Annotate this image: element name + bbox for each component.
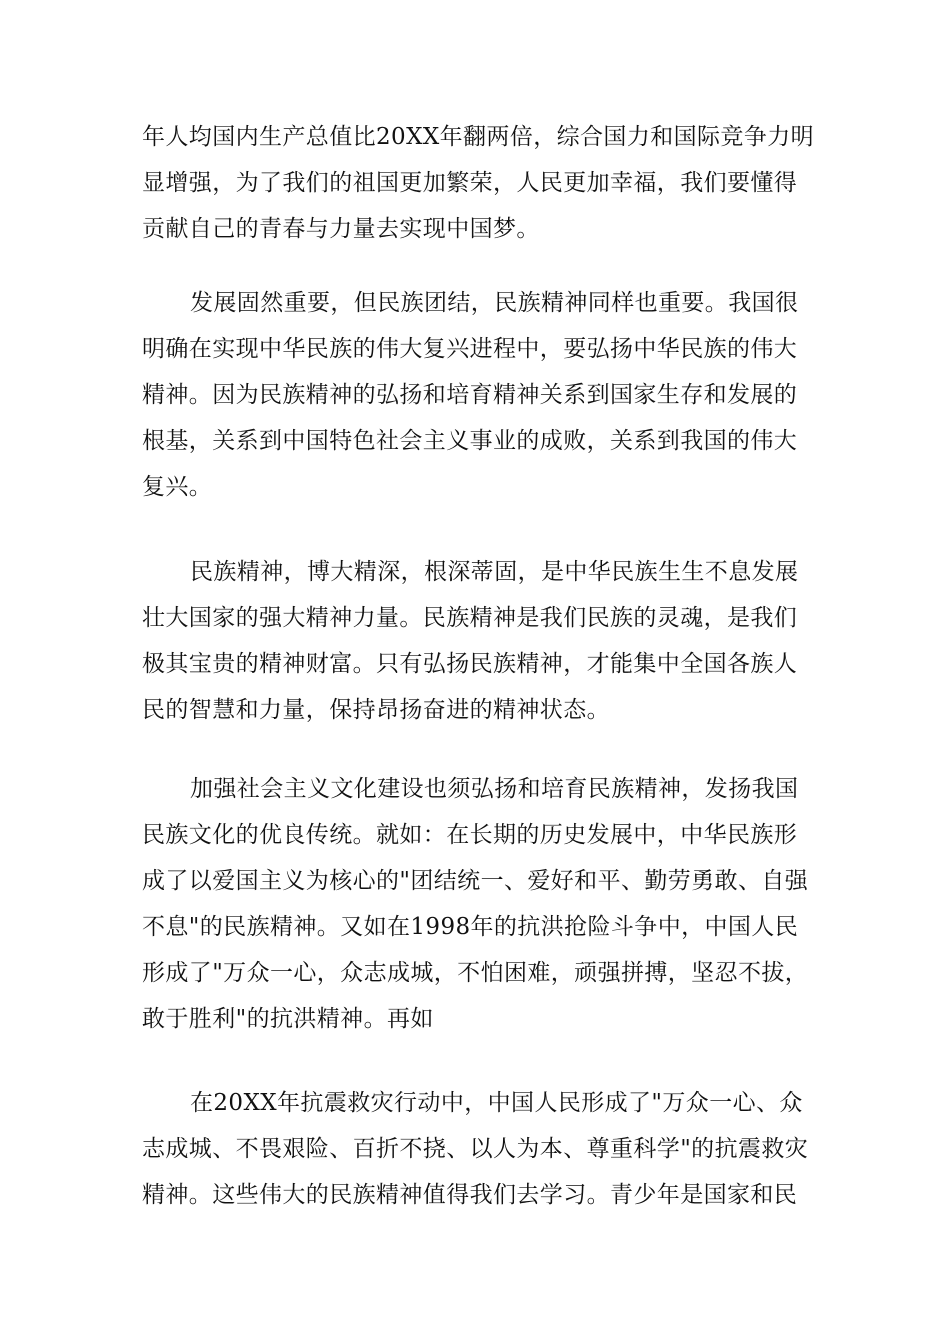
text-line: 复兴。 xyxy=(142,474,213,500)
text-line: 精神。因为民族精神的弘扬和培育精神关系到国家生存和发展的 xyxy=(142,382,798,408)
paragraph-1 xyxy=(142,114,815,252)
paragraph-3 xyxy=(142,549,812,733)
text-line: 贡献自己的青春与力量去实现中国梦。 xyxy=(142,216,540,242)
text-line: 敢于胜利"的抗洪精神。再如 xyxy=(142,1006,434,1032)
text-line: 极其宝贵的精神财富。只有弘扬民族精神，才能集中全国各族人 xyxy=(142,651,798,677)
text-line: 在20XX年抗震救灾行动中，中国人民形成了"万众一心、众 xyxy=(190,1090,803,1116)
text-line: 年人均国内生产总值比20XX年翻两倍，综合国力和国际竞争力明 xyxy=(142,124,815,150)
text-line: 志成城、不畏艰险、百折不挠、以人为本、尊重科学"的抗震救灾 xyxy=(142,1136,809,1162)
text-line: 不息"的民族精神。又如在1998年的抗洪抢险斗争中，中国人民 xyxy=(142,914,799,940)
text-line: 加强社会主义文化建设也须弘扬和培育民族精神，发扬我国 xyxy=(190,776,799,802)
paragraph-4 xyxy=(142,766,812,1042)
text-line: 形成了"万众一心，众志成城，不怕困难，顽强拼搏，坚忍不拔， xyxy=(142,960,809,986)
text-line: 民族文化的优良传统。就如：在长期的历史发展中，中华民族形 xyxy=(142,822,798,848)
paragraph-5 xyxy=(142,1080,812,1218)
text-line: 壮大国家的强大精神力量。民族精神是我们民族的灵魂，是我们 xyxy=(142,605,798,631)
text-line: 成了以爱国主义为核心的"团结统一、爱好和平、勤劳勇敢、自强 xyxy=(142,868,809,894)
paragraph-2 xyxy=(142,280,812,510)
text-line: 发展固然重要，但民族团结，民族精神同样也重要。我国很 xyxy=(190,290,799,316)
text-line: 精神。这些伟大的民族精神值得我们去学习。青少年是国家和民 xyxy=(142,1182,798,1208)
text-line: 民族精神，博大精深，根深蒂固，是中华民族生生不息发展 xyxy=(190,559,799,585)
text-line: 明确在实现中华民族的伟大复兴进程中，要弘扬中华民族的伟大 xyxy=(142,336,798,362)
text-line: 民的智慧和力量，保持昂扬奋进的精神状态。 xyxy=(142,697,610,723)
text-line: 显增强，为了我们的祖国更加繁荣，人民更加幸福，我们要懂得 xyxy=(142,170,798,196)
text-line: 根基，关系到中国特色社会主义事业的成败，关系到我国的伟大 xyxy=(142,428,798,454)
